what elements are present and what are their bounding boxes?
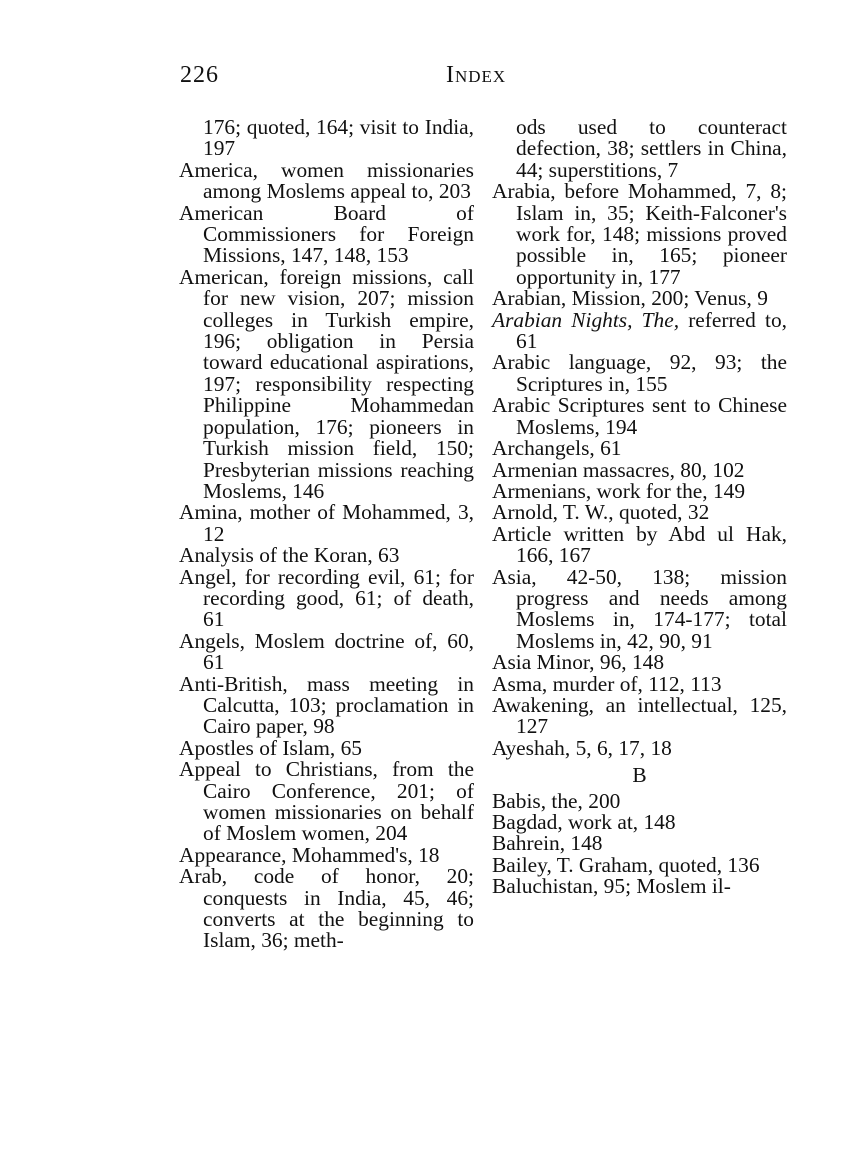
index-entry: Angels, Moslem doctrine of, 60, 61: [179, 628, 474, 675]
index-entry: Amina, mother of Mohammed, 3, 12: [179, 500, 474, 546]
index-entry: Ayeshah, 5, 6, 17, 18: [492, 735, 672, 760]
index-entry: Arabia, before Mohammed, 7, 8; Islam in, 35; Keith-Falconer's work for, 148; missions proved possible in, 165; pioneer opportunity in, 177: [492, 179, 787, 289]
index-entry: Analysis of the Koran, 63: [179, 543, 400, 568]
index-entry: Arabic Scriptures sent to Chinese Moslems, 194: [492, 393, 787, 439]
index-column-right: [492, 117, 787, 898]
index-entry: Anti-British, mass meeting in Calcutta, 103; proclamation in Cairo paper, 98: [179, 671, 474, 739]
index-entry: Arab, code of honor, 20; conquests in India, 45, 46; converts at the beginning to Islam, 36; meth-: [179, 864, 474, 953]
index-entry: Asma, murder of, 112, 113: [492, 671, 722, 696]
index-entry: Bailey, T. Graham, quoted, 136: [492, 852, 760, 877]
index-entry: Armenian massacres, 80, 102: [492, 457, 745, 482]
index-entry: Appeal to Christians, from the Cairo Conference, 201; of women missionaries on behalf of Moslem women, 204: [179, 757, 474, 846]
index-entry: Apostles of Islam, 65: [179, 735, 362, 760]
index-entry: Armenians, work for the, 149: [492, 478, 746, 503]
index-entry: Asia Minor, 96, 148: [492, 650, 665, 675]
index-entry-title-italic: Arabian Nights, The,: [492, 307, 680, 332]
index-entry: America, women missionaries among Moslems appeal to, 203: [179, 157, 474, 204]
index-entry-rest: referred to, 61: [516, 307, 787, 354]
index-entry: Bahrein, 148: [492, 831, 603, 856]
index-entry: Article written by Abd ul Hak, 166, 167: [492, 521, 787, 568]
index-entry: Baluchistan, 95; Moslem il-: [492, 874, 731, 899]
index-entry: American Board of Commissioners for Foreign Missions, 147, 148, 153: [179, 200, 474, 268]
index-entry: Arabic language, 92, 93; the Scriptures in, 155: [492, 350, 787, 396]
index-entry: Archangels, 61: [492, 436, 622, 461]
page-number: 226: [180, 62, 219, 88]
index-entry: Bagdad, work at, 148: [492, 810, 676, 834]
index-entry: Arabian, Mission, 200; Venus, 9: [492, 286, 768, 311]
index-column-left: [179, 117, 474, 952]
running-head: Index: [446, 62, 507, 88]
index-entry: Angel, for recording evil, 61; for recording good, 61; of death, 61: [179, 564, 474, 632]
index-entry: Asia, 42-50, 138; mission progress and needs among Moslems in, 174-177; total Moslems in, 42, 90, 91: [492, 564, 787, 653]
index-entry-continuation: 176; quoted, 164; visit to India, 197: [203, 115, 474, 161]
index-entry: American, foreign missions, call for new vision, 207; mission colleges in Turkish empire, 196; obligation in Persia toward educational aspirations, 197; responsibility respecting Philippine Mohammedan population, 176; pioneers in Turkish mission field, 150; Presbyterian missions reaching Moslems, 146: [179, 264, 474, 503]
index-entry-arabian-nights: [492, 307, 787, 354]
index-entry-continuation: ods used to counteract defection, 38; settlers in China, 44; superstitions, 7: [516, 115, 787, 182]
index-entry: Appearance, Mohammed's, 18: [179, 842, 440, 867]
section-letter-heading: B: [632, 763, 647, 788]
index-entry: Arnold, T. W., quoted, 32: [492, 500, 710, 525]
index-entry: Awakening, an intellectual, 125, 127: [492, 692, 787, 739]
index-entry: Babis, the, 200: [492, 788, 621, 813]
